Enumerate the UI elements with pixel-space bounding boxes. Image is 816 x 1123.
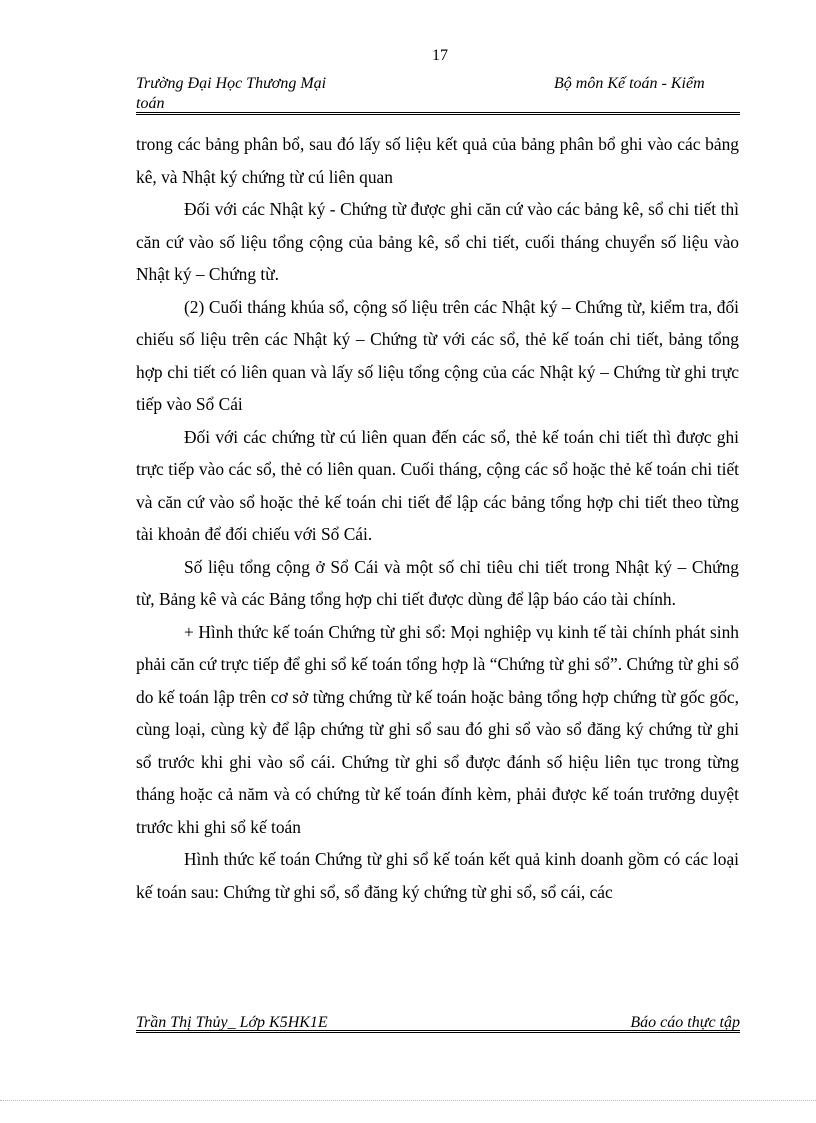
paragraph-2: Đối với các Nhật ký - Chứng từ được ghi căn cứ vào các bảng kê, sổ chi tiết thì căn cứ vào số liệu tổng cộng của bảng kê, sổ chi tiết, cuối tháng chuyển số liệu vào Nhật ký – Chứng từ. bbox=[136, 199, 739, 284]
paragraph-3: (2) Cuối tháng khúa sổ, cộng số liệu trên các Nhật ký – Chứng từ, kiểm tra, đối chiếu số liệu trên các Nhật ký – Chứng từ với các sổ, thẻ kế toán chi tiết, bảng tổng hợp chi tiết có liên quan và lấy số liệu tổng cộng của các Nhật ký – Chứng từ ghi trực tiếp vào Sổ Cái bbox=[136, 296, 739, 414]
paragraph-1: trong các bảng phân bổ, sau đó lấy số liệu kết quả của bảng phân bổ ghi vào các bảng kê, và Nhật ký chứng từ cú liên quan bbox=[136, 134, 739, 187]
page-header bbox=[136, 74, 740, 114]
paragraph-5: Số liệu tổng cộng ở Sổ Cái và một số chỉ tiêu chi tiết trong Nhật ký – Chứng từ, Bảng kê và các Bảng tổng hợp chi tiết được dùng để lập báo cáo tài chính. bbox=[136, 556, 739, 609]
footer-author: Trần Thị Thủy_ Lớp K5HK1E bbox=[136, 1014, 328, 1031]
footer-double-rule bbox=[136, 1030, 740, 1033]
document-body bbox=[136, 128, 739, 908]
paragraph-6: + Hình thức kế toán Chứng từ ghi sổ: Mọi nghiệp vụ kinh tế tài chính phát sinh phải căn cứ trực tiếp để ghi sổ kế toán tổng hợp là “Chứng từ ghi sổ”. Chứng từ ghi sổ do kế toán lập trên cơ sở từng chứng từ kế toán hoặc bảng tổng hợp chứng từ gốc gốc, cùng loại, cùng kỳ để lập chứng từ ghi sổ sau đó ghi sổ vào sổ đăng ký chứng từ ghi sổ trước khi ghi vào sổ cái. Chứng từ ghi sổ được đánh số hiệu liên tục trong từng tháng hoặc cả năm và có chứng từ kế toán đính kèm, phải được kế toán trưởng duyệt trước khi ghi sổ kế toán bbox=[136, 621, 739, 837]
page-bottom-boundary bbox=[0, 1100, 816, 1101]
paragraph-7: Hình thức kế toán Chứng từ ghi sổ kế toán kết quả kinh doanh gồm có các loại kế toán sau: Chứng từ ghi sổ, sổ đăng ký chứng từ ghi sổ, sổ cái, các bbox=[136, 849, 739, 902]
header-double-rule bbox=[136, 112, 740, 115]
header-department-continuation: toán bbox=[136, 95, 165, 112]
page-number: 17 bbox=[432, 47, 448, 64]
paragraph-4: Đối với các chứng từ cú liên quan đến các sổ, thẻ kế toán chi tiết thì được ghi trực tiếp vào các sổ, thẻ có liên quan. Cuối tháng, cộng các sổ hoặc thẻ kế toán chi tiết và căn cứ vào sổ hoặc thẻ kế toán chi tiết để lập các bảng tổng hợp chi tiết theo từng tài khoản để đối chiếu với Sổ Cái. bbox=[136, 426, 739, 544]
header-school-name: Trường Đại Học Thương Mại bbox=[136, 75, 327, 92]
header-department: Bộ môn Kế toán - Kiểm bbox=[554, 75, 705, 92]
footer-report-title: Báo cáo thực tập bbox=[630, 1014, 740, 1031]
